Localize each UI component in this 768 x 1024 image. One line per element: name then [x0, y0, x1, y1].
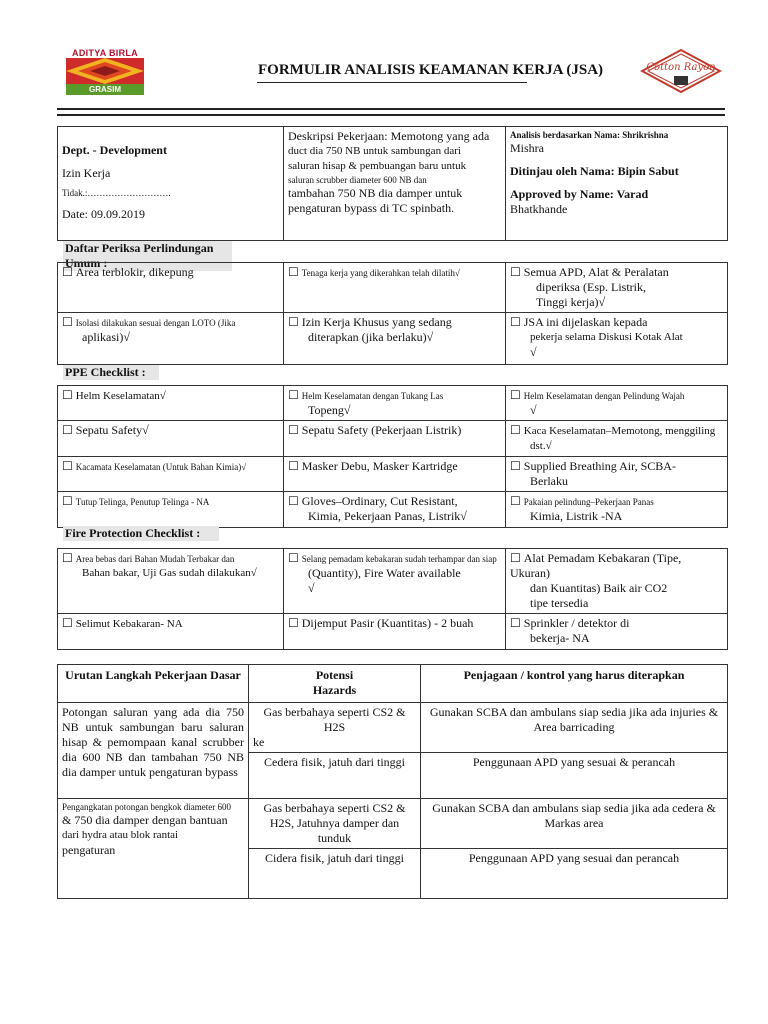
hazard-text: Cidera fisik, jatuh dari tinggi — [265, 851, 404, 865]
approved-name: Bhatkhande — [510, 202, 568, 216]
checkbox-icon[interactable]: ☐ — [510, 551, 521, 565]
item-text: Tinggi kerja)√ — [536, 295, 606, 309]
checkbox-icon[interactable]: ☐ — [510, 423, 521, 437]
step-text: & 750 dia damper dengan bantuan — [62, 813, 228, 827]
step-text: dari hydra atau blok rantai — [62, 829, 179, 841]
item-text: Sprinkler / detektor di — [523, 616, 630, 630]
item-text: Kimia, Pekerjaan Panas, Listrik√ — [308, 509, 467, 523]
item-text: Area bebas dari Bahan Mudah Terbakar dan — [75, 554, 235, 564]
general-item-trained — [284, 263, 506, 313]
step-2-hazard-1 — [249, 799, 421, 849]
general-checklist-heading: Daftar Periksa Perlindungan Umum : — [63, 241, 232, 271]
checkbox-icon[interactable]: ☐ — [62, 315, 73, 329]
step-2-control-2 — [421, 849, 728, 899]
checkbox-icon[interactable]: ☐ — [288, 551, 299, 565]
ppe-item-safety-shoes — [58, 421, 284, 457]
general-checklist-table — [57, 262, 728, 365]
item-text: Pakaian pelindung–Pekerjaan Panas — [523, 497, 654, 507]
general-item-jsa — [506, 313, 728, 365]
control-text: Penggunaan APD yang sesuai dan perancah — [468, 851, 680, 865]
item-text: bekerja- NA — [530, 631, 590, 645]
item-text: Helm Keselamatan√ — [75, 390, 166, 402]
desc-line-5: tambahan 750 NB dia damper untuk — [288, 186, 463, 200]
checkbox-icon[interactable]: ☐ — [62, 265, 73, 279]
fire-item-extinguisher — [506, 549, 728, 614]
title-underline — [257, 82, 527, 83]
item-text: Bahan bakar, Uji Gas sudah dilakukan√ — [82, 567, 257, 579]
item-text: diterapkan (jika berlaku)√ — [308, 330, 434, 344]
fire-item-sprinkler — [506, 614, 728, 650]
item-text: √ — [530, 345, 537, 359]
fire-item-blanket — [58, 614, 284, 650]
control-text: Gunakan SCBA dan ambulans siap sedia jika ada cedera & Markas area — [432, 801, 716, 830]
hazard-text: Cedera fisik, jatuh dari tinggi — [264, 755, 405, 769]
header-text: Hazards — [312, 683, 357, 697]
ppe-checklist-table — [57, 385, 728, 528]
checkbox-icon[interactable]: ☐ — [62, 616, 73, 630]
fire-checklist-table — [57, 548, 728, 650]
checkbox-icon[interactable]: ☐ — [510, 315, 521, 329]
checkbox-icon[interactable]: ☐ — [288, 315, 299, 329]
item-text: Isolasi dilakukan sesuai dengan LOTO (Jika — [75, 318, 236, 328]
approved-label: Approved by Name: Varad — [510, 187, 649, 201]
analyzed-name: Mishra — [510, 141, 544, 155]
header-controls — [421, 665, 728, 703]
item-text: Kacamata Keselamatan (Untuk Bahan Kimia)√ — [75, 462, 247, 472]
item-text: Masker Debu, Masker Kartridge — [301, 459, 458, 473]
item-text: Helm Keselamatan dengan Tukang Las — [301, 391, 444, 401]
ppe-item-electric-shoes — [284, 421, 506, 457]
item-text: Tenaga kerja yang dikerahkan telah dilatih√ — [301, 268, 460, 278]
hazard-text: Gas berbahaya seperti CS2 & H2S, Jatuhnya damper dan tunduk — [263, 801, 406, 845]
item-text: JSA ini dijelaskan kepada — [523, 315, 648, 329]
item-text: Tutup Telinga, Penutup Telinga - NA — [75, 497, 210, 507]
checkbox-icon[interactable]: ☐ — [510, 459, 521, 473]
item-text: √ — [308, 581, 315, 595]
item-text: Sepatu Safety (Pekerjaan Listrik) — [301, 423, 462, 437]
item-text: Kimia, Listrik -NA — [530, 509, 623, 523]
step-1-hazard-2 — [249, 753, 421, 799]
hazard-text: Gas berbahaya seperti CS2 & H2S — [263, 705, 406, 734]
step-text: Pengangkatan potongan bengkok diameter 600 — [62, 802, 231, 812]
item-text: Topeng√ — [308, 403, 351, 417]
date-label: Date: 09.09.2019 — [62, 207, 145, 221]
general-item-loto — [58, 313, 284, 365]
item-text: (Quantity), Fire Water available — [308, 566, 461, 580]
ppe-item-face-shield — [506, 386, 728, 421]
control-text: Gunakan SCBA dan ambulans siap sedia jika ada injuries & Area barricading — [429, 705, 719, 734]
item-text: Supplied Breathing Air, SCBA- — [523, 459, 676, 473]
checkbox-icon[interactable]: ☐ — [510, 616, 521, 630]
item-text: dan Kuantitas) Baik air CO2 — [530, 581, 668, 595]
reviewed-label: Ditinjau oleh Nama: Bipin Sabut — [510, 164, 679, 178]
header-job-steps — [58, 665, 249, 703]
desc-line-4: saluran scrubber diameter 600 NB dan — [288, 175, 427, 185]
page-title: FORMULIR ANALISIS KEAMANAN KERJA (JSA) — [258, 62, 604, 78]
ppe-item-dust-mask — [284, 457, 506, 492]
item-text: Alat Pemadam Kebakaran (Tipe, Ukuran) — [510, 551, 682, 580]
item-text: Berlaku — [530, 474, 568, 488]
ppe-item-welder-helmet — [284, 386, 506, 421]
item-text: Area terblokir, dikepung — [75, 265, 194, 279]
step-1-control-1 — [421, 703, 728, 753]
checkbox-icon[interactable]: ☐ — [288, 616, 299, 630]
step-1-hazard-1 — [249, 703, 421, 753]
item-text: pekerja selama Diskusi Kotak Alat — [530, 331, 683, 343]
item-text: √ — [530, 403, 537, 417]
step-2-description — [58, 799, 249, 899]
item-text: Semua APD, Alat & Peralatan — [523, 265, 669, 279]
checkbox-icon[interactable]: ☐ — [62, 551, 73, 565]
ppe-item-safety-glass — [506, 421, 728, 457]
header-text: Urutan Langkah Pekerjaan Dasar — [65, 668, 241, 682]
checkbox-icon[interactable]: ☐ — [288, 459, 299, 473]
hazard-text: ke — [253, 735, 265, 749]
item-text: diperiksa (Esp. Listrik, — [536, 280, 646, 294]
item-text: Helm Keselamatan dengan Pelindung Wajah — [523, 391, 685, 401]
ppe-item-helmet — [58, 386, 284, 421]
header-rule-bottom — [57, 114, 725, 116]
checkbox-icon[interactable]: ☐ — [288, 265, 299, 279]
header-text: Penjagaan / kontrol yang harus diterapkan — [463, 668, 685, 682]
desc-line-6: pengaturan bypass di TC spinbath. — [288, 201, 455, 215]
fire-checklist-heading: Fire Protection Checklist : — [63, 526, 219, 541]
step-text: Potongan saluran yang ada dia 750 NB untuk sambungan baru saluran hisap & pemompaan kanal scrubber dia 600 NB dan tambahan 750 NB dia damper untuk pengaturan bypass — [62, 705, 244, 779]
approval-cell — [506, 127, 728, 241]
header-text: Potensi — [315, 668, 354, 682]
step-1-control-2 — [421, 753, 728, 799]
dept-label: Dept. - Development — [62, 143, 167, 157]
step-1-description — [58, 703, 249, 799]
item-text: Selimut Kebakaran- NA — [75, 618, 183, 630]
item-text: Selang pemadam kebakaran sudah terhampar dan siap — [301, 554, 497, 564]
description-cell — [284, 127, 506, 241]
item-text: aplikasi)√ — [82, 330, 130, 344]
ppe-item-protective-clothing — [506, 492, 728, 528]
checkbox-icon[interactable]: ☐ — [510, 494, 521, 508]
ppe-item-gloves — [284, 492, 506, 528]
item-text: dst.√ — [530, 440, 552, 452]
header-hazards — [249, 665, 421, 703]
checkbox-icon[interactable]: ☐ — [510, 265, 521, 279]
fire-item-area-clear — [58, 549, 284, 614]
item-text: Izin Kerja Khusus yang sedang — [301, 315, 452, 329]
tidak-label: Tidak.:………………………. — [62, 188, 171, 198]
general-item-permit — [284, 313, 506, 365]
general-item-apd — [506, 263, 728, 313]
item-text: Dijemput Pasir (Kuantitas) - 2 buah — [301, 616, 474, 630]
item-text: tipe tersedia — [530, 596, 589, 610]
checkbox-icon[interactable]: ☐ — [62, 423, 73, 437]
item-text: Gloves–Ordinary, Cut Resistant, — [301, 494, 458, 508]
item-text: Kaca Keselamatan–Memotong, menggiling — [523, 425, 716, 437]
fire-item-sand — [284, 614, 506, 650]
ppe-item-goggles — [58, 457, 284, 492]
checkbox-icon[interactable]: ☐ — [62, 388, 73, 402]
step-2-control-1 — [421, 799, 728, 849]
checkbox-icon[interactable]: ☐ — [510, 388, 521, 402]
ppe-checklist-heading: PPE Checklist : — [63, 365, 159, 380]
analyzed-label: Analisis berdasarkan Nama: Shrikrishna — [510, 130, 669, 140]
checkbox-icon[interactable]: ☐ — [288, 423, 299, 437]
checkbox-icon[interactable]: ☐ — [62, 459, 73, 473]
logo-mark — [66, 58, 144, 84]
ppe-item-scba — [506, 457, 728, 492]
logo-top-text: ADITYA BIRLA — [72, 48, 138, 58]
dept-cell — [58, 127, 284, 241]
control-text: Penggunaan APD yang sesuai & perancah — [472, 755, 676, 769]
job-steps-table — [57, 664, 728, 899]
fire-item-hose — [284, 549, 506, 614]
step-text: pengaturan — [62, 843, 116, 857]
aditya-birla-logo — [66, 48, 144, 96]
general-item-area — [58, 263, 284, 313]
info-table — [57, 126, 728, 241]
checkbox-icon[interactable]: ☐ — [288, 388, 299, 402]
step-2-hazard-2 — [249, 849, 421, 899]
checkbox-icon[interactable]: ☐ — [288, 494, 299, 508]
checkbox-icon[interactable]: ☐ — [62, 494, 73, 508]
item-text: Sepatu Safety√ — [75, 423, 149, 437]
stamp-text: Cotton Rayon — [646, 62, 716, 73]
ppe-item-ear-plugs — [58, 492, 284, 528]
cotton-rayon-logo — [640, 48, 722, 94]
desc-line-2: duct dia 750 NB untuk sambungan dari — [288, 145, 461, 157]
logo-bottom-text: GRASIM — [66, 84, 144, 95]
header-rule-top — [57, 108, 725, 110]
desc-line-3: saluran hisap & pembuangan baru untuk — [288, 160, 467, 172]
izin-kerja-label: Izin Kerja — [62, 166, 111, 180]
desc-line-1: Deskripsi Pekerjaan: Memotong yang ada — [288, 129, 490, 143]
